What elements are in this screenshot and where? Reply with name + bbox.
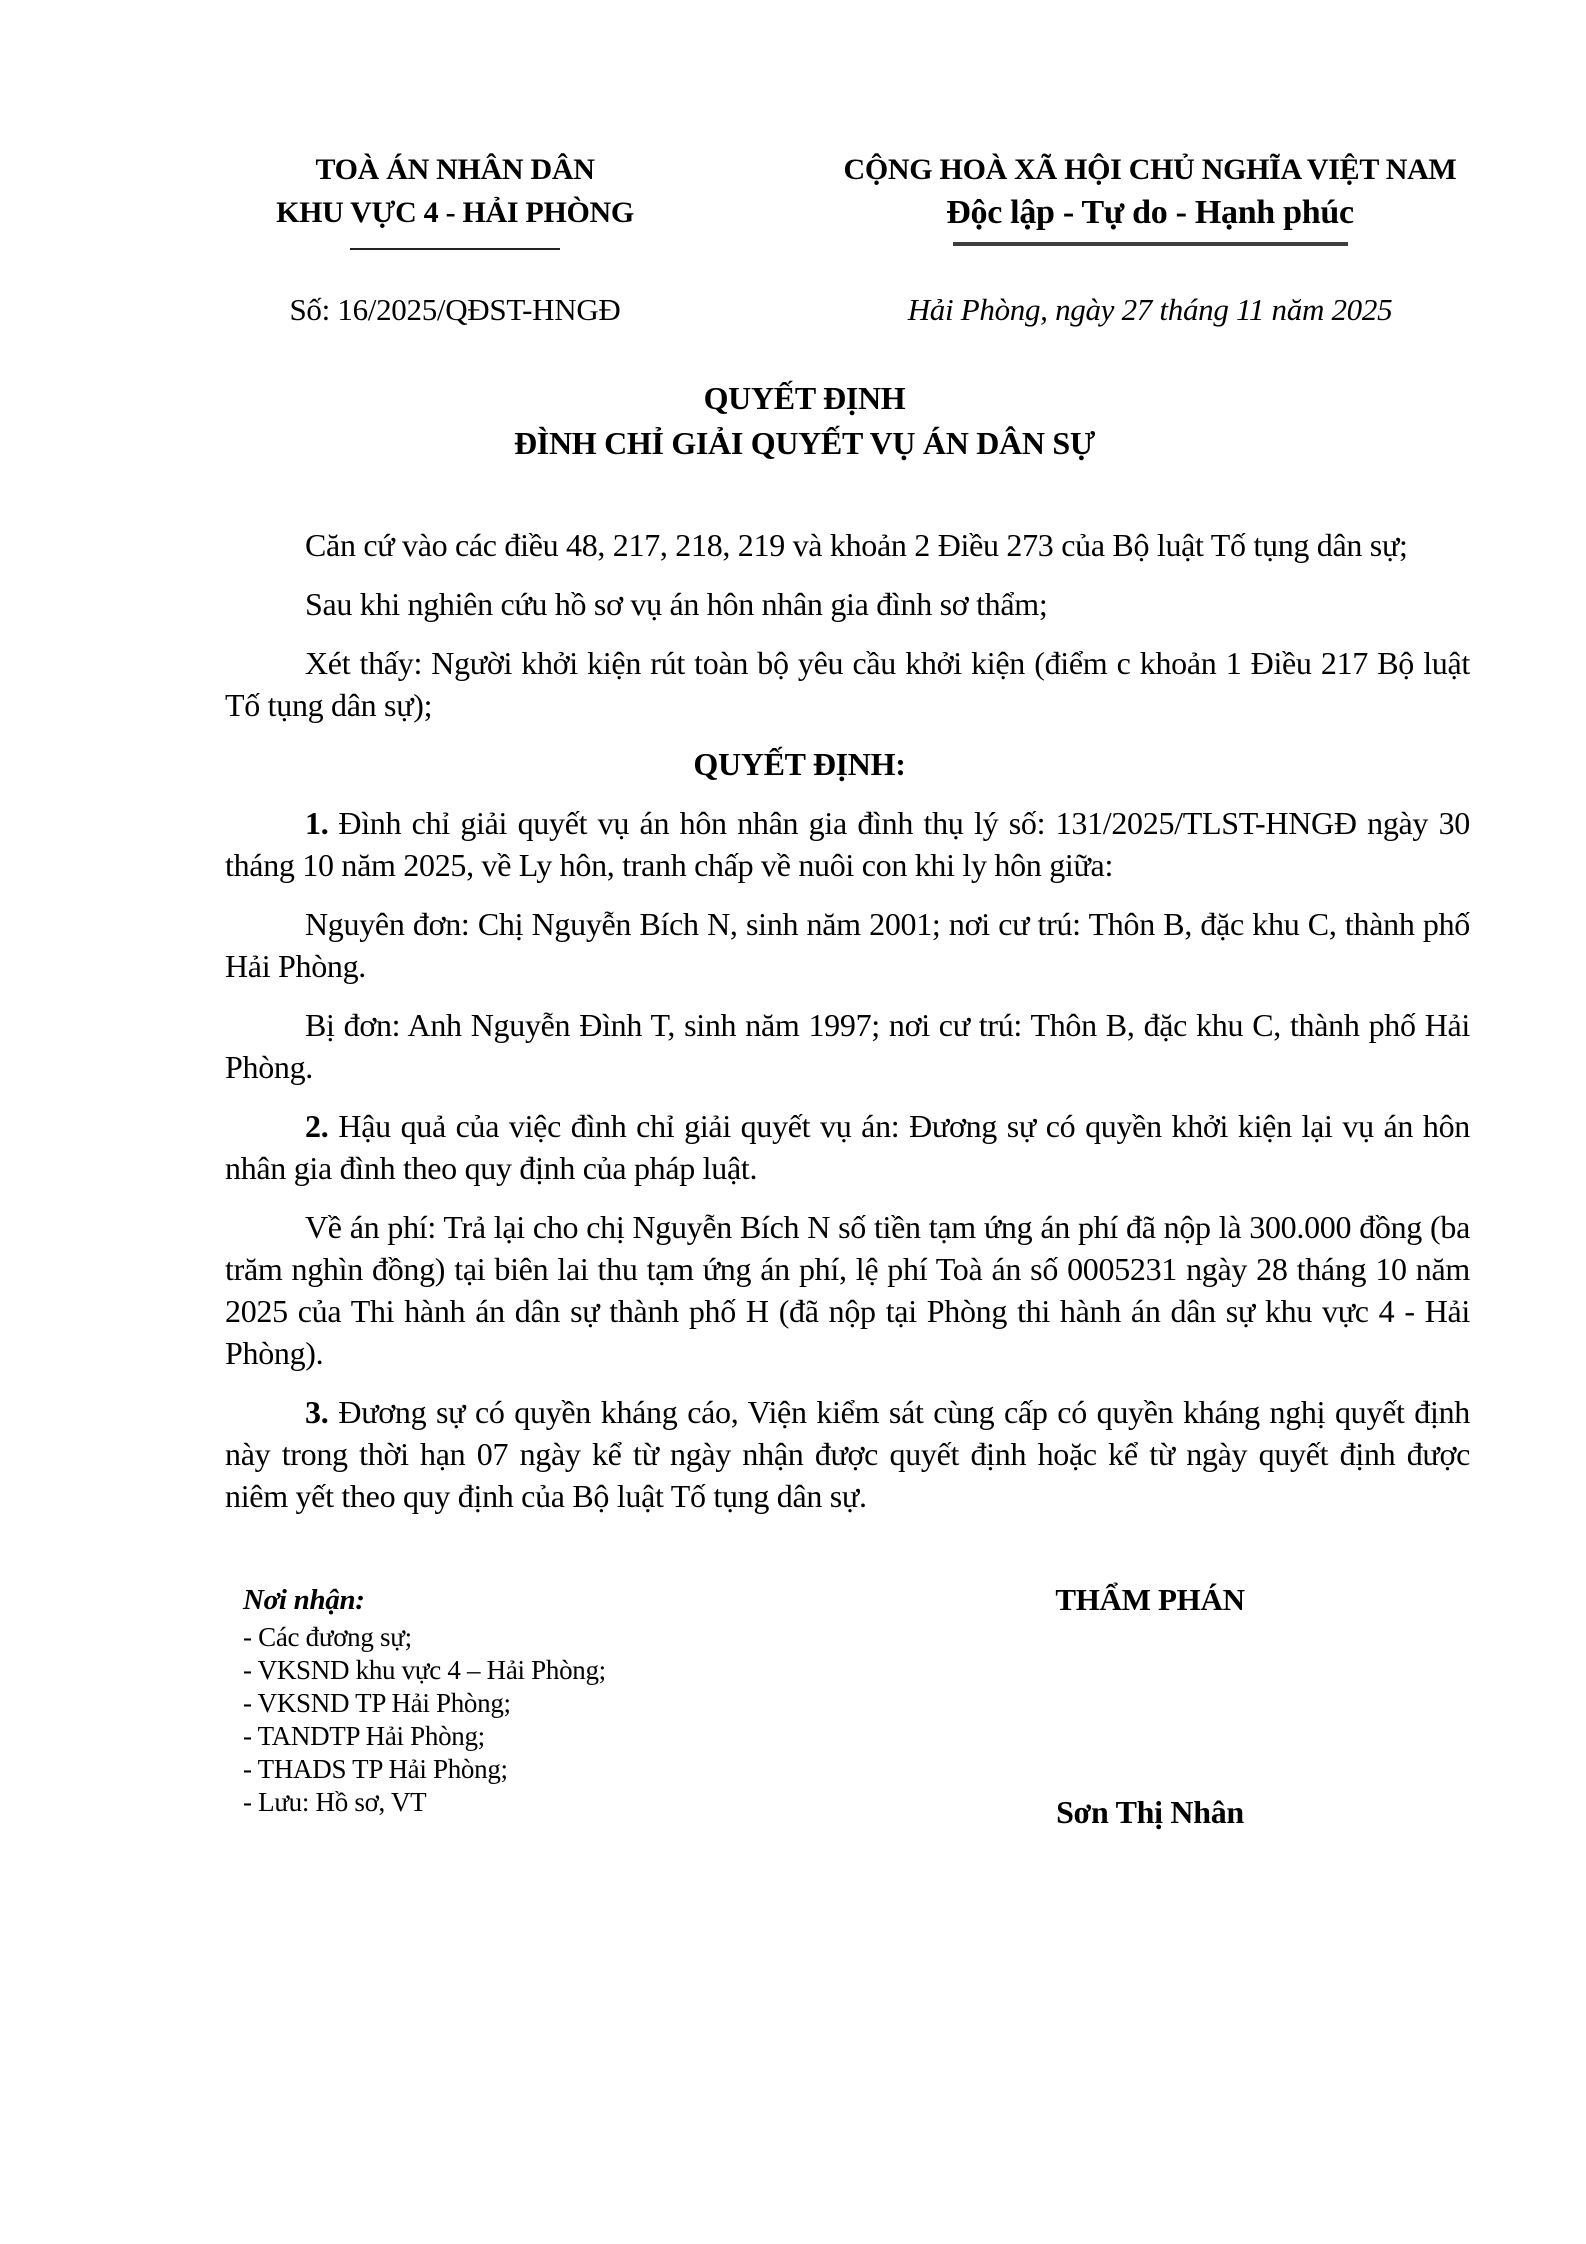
recipient-item: - Các đương sự;: [243, 1622, 412, 1652]
signature-block: [830, 1579, 1470, 1833]
paragraph-text: Hậu quả của việc đình chỉ giải quyết vụ án: Đương sự có quyền khởi kiện lại vụ án hôn nhân gia đình theo quy định của pháp luật.: [225, 1108, 1470, 1186]
decision-heading: QUYẾT ĐỊNH:: [693, 746, 906, 782]
decision-item: [225, 1105, 1470, 1189]
paragraph-text: Đương sự có quyền kháng cáo, Viện kiểm sát cùng cấp có quyền kháng nghị quyết định này trong thời hạn 07 ngày kể từ ngày nhận được quyết định hoặc kể từ ngày quyết định được niêm yết theo quy định của Bộ luật Tố tụng dân sự.: [225, 1394, 1470, 1514]
court-name-line1: TOÀ ÁN NHÂN DÂN: [315, 153, 595, 186]
recipient-item: - VKSND khu vực 4 – Hải Phòng;: [243, 1655, 606, 1685]
party-paragraph: [225, 1004, 1470, 1088]
preamble-paragraph: [225, 524, 1470, 566]
decision-item: [225, 1391, 1470, 1517]
paragraph-text: Đình chỉ giải quyết vụ án hôn nhân gia đình thụ lý số: 131/2025/TLST-HNGĐ ngày 30 tháng 10 năm 2025, về Ly hôn, tranh chấp về nuôi con khi ly hôn giữa:: [225, 805, 1470, 883]
judge-name: Sơn Thị Nhân: [1056, 1794, 1244, 1830]
item-number: 2.: [305, 1108, 329, 1144]
judge-title: THẨM PHÁN: [1055, 1582, 1245, 1617]
preamble-paragraph: [225, 642, 1470, 726]
issuing-court-block: [225, 148, 685, 250]
recipient-item: - THADS TP Hải Phòng;: [243, 1754, 508, 1784]
court-name-line2: KHU VỰC 4 - HẢI PHÒNG: [276, 196, 634, 229]
party-paragraph: [225, 903, 1470, 987]
document-title-block: [182, 376, 1427, 466]
recipient-item: - VKSND TP Hải Phòng;: [243, 1688, 511, 1718]
fee-paragraph: [225, 1206, 1470, 1374]
document-title: QUYẾT ĐỊNH: [703, 380, 906, 416]
item-number: 1.: [305, 805, 329, 841]
document-header: [225, 148, 1470, 250]
national-motto: Độc lập - Tự do - Hạnh phúc: [946, 194, 1354, 231]
recipients-block: [243, 1579, 606, 1833]
document-number: Số: 16/2025/QĐST-HNGĐ: [289, 292, 621, 327]
paragraph-text: Về án phí: Trả lại cho chị Nguyễn Bích N số tiền tạm ứng án phí đã nộp là 300.000 đồng (ba trăm nghìn đồng) tại biên lai thu tạm ứng án phí, lệ phí Toà án số 0005231 ngày 28 tháng 10 năm 2025 của Thi hành án dân sự thành phố H (đã nộp tại Phòng thi hành án dân sự khu vực 4 - Hải Phòng).: [225, 1209, 1470, 1371]
court-underline: [350, 248, 560, 250]
recipient-item: - Lưu: Hồ sơ, VT: [243, 1787, 427, 1817]
document-body: [225, 524, 1470, 1517]
recipients-label: Nơi nhận:: [243, 1584, 365, 1616]
number-date-row: [225, 292, 1470, 328]
recipient-item: - TANDTP Hải Phòng;: [243, 1721, 485, 1751]
paragraph-text: Sau khi nghiên cứu hồ sơ vụ án hôn nhân gia đình sơ thẩm;: [305, 586, 1048, 622]
republic-name: CỘNG HOÀ XÃ HỘI CHỦ NGHĨA VIỆT NAM: [843, 153, 1457, 186]
paragraph-text: Căn cứ vào các điều 48, 217, 218, 219 và khoản 2 Điều 273 của Bộ luật Tố tụng dân sự;: [305, 527, 1408, 563]
document-footer: [225, 1579, 1470, 1833]
place-and-date: Hải Phòng, ngày 27 tháng 11 năm 2025: [907, 292, 1393, 327]
paragraph-text: Nguyên đơn: Chị Nguyễn Bích N, sinh năm 2001; nơi cư trú: Thôn B, đặc khu C, thành phố Hải Phòng.: [225, 906, 1470, 984]
decision-item: [225, 802, 1470, 886]
national-motto-block: [830, 148, 1470, 250]
document-subtitle: ĐÌNH CHỈ GIẢI QUYẾT VỤ ÁN DÂN SỰ: [514, 425, 1095, 461]
paragraph-text: Bị đơn: Anh Nguyễn Đình T, sinh năm 1997; nơi cư trú: Thôn B, đặc khu C, thành phố Hải Phòng.: [225, 1007, 1470, 1085]
item-number: 3.: [305, 1394, 329, 1430]
motto-underline: [953, 242, 1348, 246]
paragraph-text: Xét thấy: Người khởi kiện rút toàn bộ yêu cầu khởi kiện (điểm c khoản 1 Điều 217 Bộ luật Tố tụng dân sự);: [225, 645, 1470, 723]
preamble-paragraph: [225, 583, 1470, 625]
